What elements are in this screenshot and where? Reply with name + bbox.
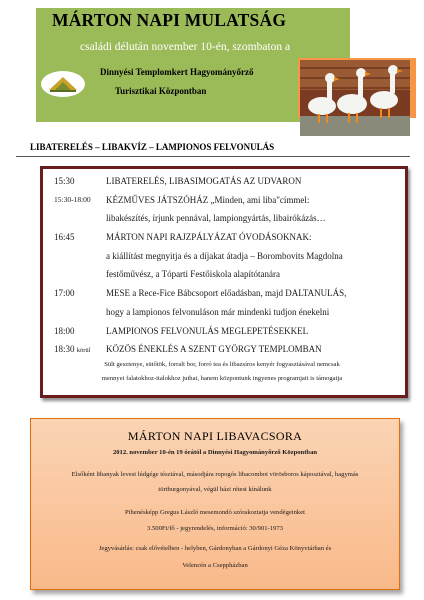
program-item: MÁRTON NAPI RAJZPÁLYÁZAT ÓVODÁSOKNAK: [106, 232, 312, 242]
geese-photo [300, 60, 410, 136]
program-time: 18:30 körül [54, 344, 91, 354]
event-subtitle: családi délután november 10-én, szombaton a [80, 41, 291, 53]
program-time: 15:30-18:00 [54, 195, 91, 204]
dinner-entertainment: Pihenésképp Gregus László mesemondó szórakoztatja vendégeinket [125, 509, 305, 516]
program-item: LIBATERELÉS, LIBASIMOGATÁS AZ UDVARON [106, 176, 302, 186]
goose-logo-icon [40, 68, 86, 98]
program-note: mennyei falatokhoz-italokhoz juthat, hanem központunk ingyenes programjait is támogatja [101, 375, 343, 382]
program-item: KÉZMŰVES JÁTSZÓHÁZ „Minden, ami liba"címmel: [106, 195, 310, 205]
program-time-suffix: körül [76, 347, 91, 354]
page-title: MÁRTON NAPI MULATSÁG [52, 10, 287, 30]
dinner-subtitle: 2012. november 10-én 19 órától a Dinnyési Hagyományőrző Központban [112, 449, 318, 456]
program-item: festőművész, a Tóparti Festőiskola alapítótanára [106, 269, 281, 279]
dinner-title: MÁRTON NAPI LIBAVACSORA [127, 429, 303, 443]
dinner-box [30, 418, 400, 590]
dinner-tickets: Velencén a Cseppházban [182, 562, 248, 569]
program-item: a kiállítást megnyitja és a díjakat átadja – Borombovits Magdolna [106, 251, 343, 261]
section-divider [16, 156, 410, 157]
dinner-tickets: Jegyvásárlás: csak elővételben - helyben, Gárdonyban a Gárdonyi Géza Könyvtárban és [98, 545, 332, 552]
program-item: KÖZÖS ÉNEKLÉS A SZENT GYÖRGY TEMPLOMBAN [106, 344, 322, 354]
venue-line-2: Turisztikai Központban [115, 86, 207, 96]
program-time: 17:00 [54, 288, 75, 298]
program-time: 16:45 [54, 232, 75, 242]
program-item: libakészítés, írjunk pennával, lampiongyártás, libairókázás… [106, 213, 326, 223]
program-item: hogy a lampionos felvonuláson már mindenki tudjon énekelni [106, 307, 330, 317]
dinner-price: 3.500Ft/fő - jegyrendelés, információ: 30/901-1973 [147, 525, 283, 532]
event-tagline: LIBATERELÉS – LIBAKVÍZ – LAMPIONOS FELVONULÁS [30, 142, 275, 152]
program-time: 15:30 [54, 176, 75, 186]
dinner-menu-line: törtburgonyával, végül házi rétest kínálunk [158, 486, 272, 493]
program-note: Sült gesztenye, sütőtök, forralt bor, forró tea és libazsíros kenyér fogyasztásával nemcsak [104, 361, 340, 368]
program-item: MESE a Rece-Fice Bábcsoport előadásban, majd DALTANULÁS, [106, 288, 347, 298]
program-item: LAMPIONOS FELVONULÁS MEGLEPETÉSEKKEL [106, 326, 309, 336]
venue-line-1: Dinnyési Templomkert Hagyományőrző [100, 67, 254, 77]
program-time: 18:00 [54, 326, 75, 336]
dinner-menu-line: Elsőként libanyak levest lúdgége tésztával, másodjára ropogós libacombot vörösboros káposztával, hagymás [71, 471, 359, 478]
